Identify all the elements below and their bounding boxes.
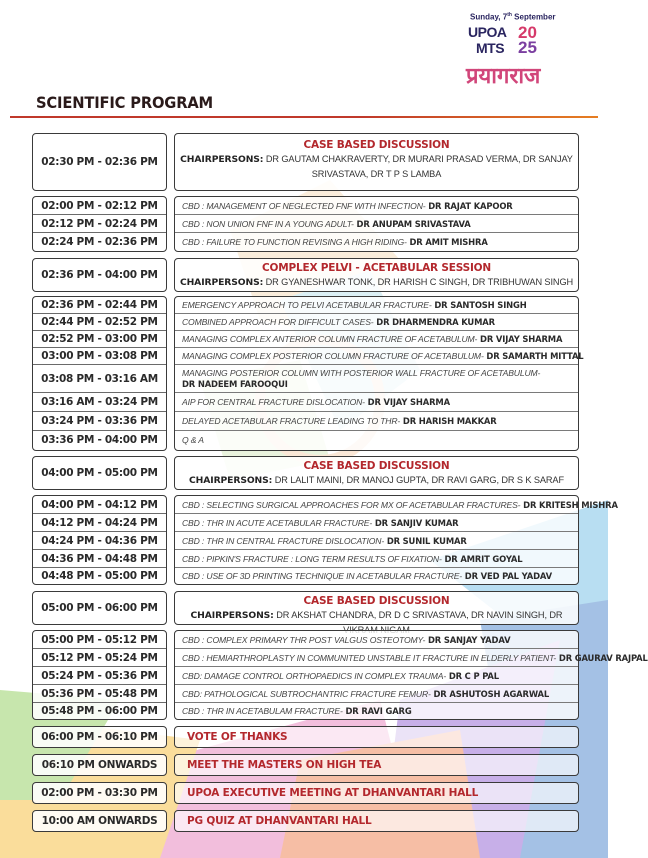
logo-year-bottom: 25 <box>518 38 537 57</box>
session-title: CASE BASED DISCUSSION <box>303 595 450 607</box>
talk-time: 03:16 AM - 03:24 PM <box>33 393 166 412</box>
session-time: 02:30 PM - 02:36 PM <box>32 133 167 191</box>
talk-topic: DELAYED ACETABULAR FRACTURE LEADING TO THR- DR HARISH MAKKAR <box>175 412 578 431</box>
talk-time: 05:24 PM - 05:36 PM <box>33 667 166 685</box>
session-title: CASE BASED DISCUSSION <box>303 460 450 472</box>
session-header <box>174 456 579 490</box>
talk-topic: CBD : SELECTING SURGICAL APPROACHES FOR MX OF ACETABULAR FRACTURES- DR KRITESH MISHRA <box>175 496 578 514</box>
session-chairpersons: CHAIRPERSONS: DR GAUTAM CHAKRAVERTY, DR MURARI PRASAD VERMA, DR SANJAY SRIVASTAVA, DR T P S LAMBA <box>180 154 573 179</box>
talk-time: 03:08 PM - 03:16 AM <box>33 365 166 393</box>
talk-time: 04:36 PM - 04:48 PM <box>33 550 166 568</box>
event-date: Sunday, 7th September <box>470 12 556 22</box>
talk-topic: Q & A <box>182 435 204 445</box>
event-time: 06:10 PM ONWARDS <box>32 754 167 776</box>
talk-time: 05:12 PM - 05:24 PM <box>33 649 166 667</box>
session-title: CASE BASED DISCUSSION <box>303 139 450 151</box>
talk-topics <box>174 630 648 720</box>
talk-time: 02:12 PM - 02:24 PM <box>33 215 166 233</box>
talk-time: 04:00 PM - 04:12 PM <box>33 496 166 514</box>
event-label: MEET THE MASTERS ON HIGH TEA <box>174 754 579 776</box>
talk-topic: CBD: PATHOLOGICAL SUBTROCHANTRIC FRACTURE FEMUR- DR ASHUTOSH AGARWAL <box>175 685 578 703</box>
talk-topic: CBD : PIPKIN'S FRACTURE : LONG TERM RESULTS OF FIXATION- DR AMRIT GOYAL <box>175 550 578 568</box>
talk-topic: CBD : THR IN CENTRAL FRACTURE DISLOCATION- DR SUNIL KUMAR <box>175 532 578 550</box>
session-time: 04:00 PM - 05:00 PM <box>32 456 167 490</box>
talk-topic: CBD: DAMAGE CONTROL ORTHOPAEDICS IN COMPLEX TRAUMA- DR C P PAL <box>175 667 578 685</box>
event-time: 02:00 PM - 03:30 PM <box>32 782 167 804</box>
event-time: 06:00 PM - 06:10 PM <box>32 726 167 748</box>
session-header <box>174 258 579 292</box>
logo-line-mts: MTS <box>476 40 505 56</box>
talk-topics <box>174 196 579 252</box>
talk-time: 02:36 PM - 02:44 PM <box>33 297 166 314</box>
logo-line-upoa: UPOA <box>468 24 507 40</box>
session-header <box>174 591 579 625</box>
talk-time: 05:48 PM - 06:00 PM <box>41 705 158 717</box>
talk-times <box>32 495 167 585</box>
talk-time: 03:24 PM - 03:36 PM <box>33 412 166 431</box>
talk-topic: CBD : NON UNION FNF IN A YOUNG ADULT- DR ANUPAM SRIVASTAVA <box>175 215 578 233</box>
talk-topic: CBD : USE OF 3D PRINTING TECHNIQUE IN ACETABULAR FRACTURE- DR VED PAL YADAV <box>182 571 552 581</box>
event-label: PG QUIZ AT DHANVANTARI HALL <box>174 810 579 832</box>
event-label: VOTE OF THANKS <box>174 726 579 748</box>
talk-time: 03:36 PM - 04:00 PM <box>41 434 158 446</box>
talk-topic: EMERGENCY APPROACH TO PELVI ACETABULAR FRACTURE- DR SANTOSH SINGH <box>175 297 578 314</box>
session-chairpersons: CHAIRPERSONS: DR AKSHAT CHANDRA, DR D C SRIVASTAVA, DR NAVIN SINGH, DR <box>190 610 563 621</box>
logo-city-script: प्रयागराज <box>466 63 541 89</box>
talk-time: 02:00 PM - 02:12 PM <box>33 197 166 215</box>
talk-topic: MANAGING POSTERIOR COLUMN WITH POSTERIOR WALL FRACTURE OF ACETABULUM- DR NADEEM FAROOQUI <box>175 365 578 393</box>
talk-topic: MANAGING COMPLEX ANTERIOR COLUMN FRACTURE OF ACETABULUM- DR VIJAY SHARMA <box>175 331 578 348</box>
talk-time: 02:44 PM - 02:52 PM <box>33 314 166 331</box>
talk-time: 04:12 PM - 04:24 PM <box>33 514 166 532</box>
talk-time: 05:36 PM - 05:48 PM <box>33 685 166 703</box>
talk-time: 02:52 PM - 03:00 PM <box>33 331 166 348</box>
talk-topics <box>174 296 584 451</box>
logo-year-top: 20 <box>518 23 537 42</box>
talk-time: 05:00 PM - 05:12 PM <box>33 631 166 649</box>
talk-topic: CBD : THR IN ACETABULAM FRACTURE- DR RAVI GARG <box>182 706 412 716</box>
event-time: 10:00 AM ONWARDS <box>32 810 167 832</box>
session-header <box>174 133 579 191</box>
talk-times <box>32 196 167 252</box>
talk-topics <box>174 495 618 585</box>
talk-time: 04:48 PM - 05:00 PM <box>41 570 158 582</box>
session-chairpersons: CHAIRPERSONS: DR LALIT MAINI, DR MANOJ GUPTA, DR RAVI GARG, DR S K SARAF <box>189 475 564 486</box>
talk-topic: CBD : FAILURE TO FUNCTION REVISING A HIGH RIDING- DR AMIT MISHRA <box>182 237 488 247</box>
event-label: UPOA EXECUTIVE MEETING AT DHANVANTARI HALL <box>174 782 579 804</box>
session-time: 02:36 PM - 04:00 PM <box>32 258 167 292</box>
talk-topic: MANAGING COMPLEX POSTERIOR COLUMN FRACTURE OF ACETABULUM- DR SAMARTH MITTAL <box>175 348 578 365</box>
talk-topic: CBD : MANAGEMENT OF NEGLECTED FNF WITH INFECTION- DR RAJAT KAPOOR <box>175 197 578 215</box>
talk-times <box>32 630 167 720</box>
page-title: SCIENTIFIC PROGRAM <box>36 93 214 112</box>
talk-time: 02:24 PM - 02:36 PM <box>41 236 158 248</box>
talk-time: 04:24 PM - 04:36 PM <box>33 532 166 550</box>
talk-topic: AIP FOR CENTRAL FRACTURE DISLOCATION- DR VIJAY SHARMA <box>175 393 578 412</box>
talk-times <box>32 296 167 451</box>
session-title: COMPLEX PELVI - ACETABULAR SESSION <box>262 262 491 274</box>
talk-time: 03:00 PM - 03:08 PM <box>33 348 166 365</box>
talk-topic: CBD : THR IN ACUTE ACETABULAR FRACTURE- DR SANJIV KUMAR <box>175 514 578 532</box>
session-chairpersons: CHAIRPERSONS: DR GYANESHWAR TONK, DR HARISH C SINGH, DR TRIBHUWAN SINGH <box>179 277 574 288</box>
talk-topic: CBD : HEMIARTHROPLASTY IN COMMUNITED UNSTABLE IT FRACTURE IN ELDERLY PATIENT- DR GAURAV RAJPAL <box>175 649 578 667</box>
talk-topic: COMBINED APPROACH FOR DIFFICULT CASES- DR DHARMENDRA KUMAR <box>175 314 578 331</box>
talk-topic: CBD : COMPLEX PRIMARY THR POST VALGUS OSTEOTOMY- DR SANJAY YADAV <box>175 631 578 649</box>
session-time: 05:00 PM - 06:00 PM <box>32 591 167 625</box>
